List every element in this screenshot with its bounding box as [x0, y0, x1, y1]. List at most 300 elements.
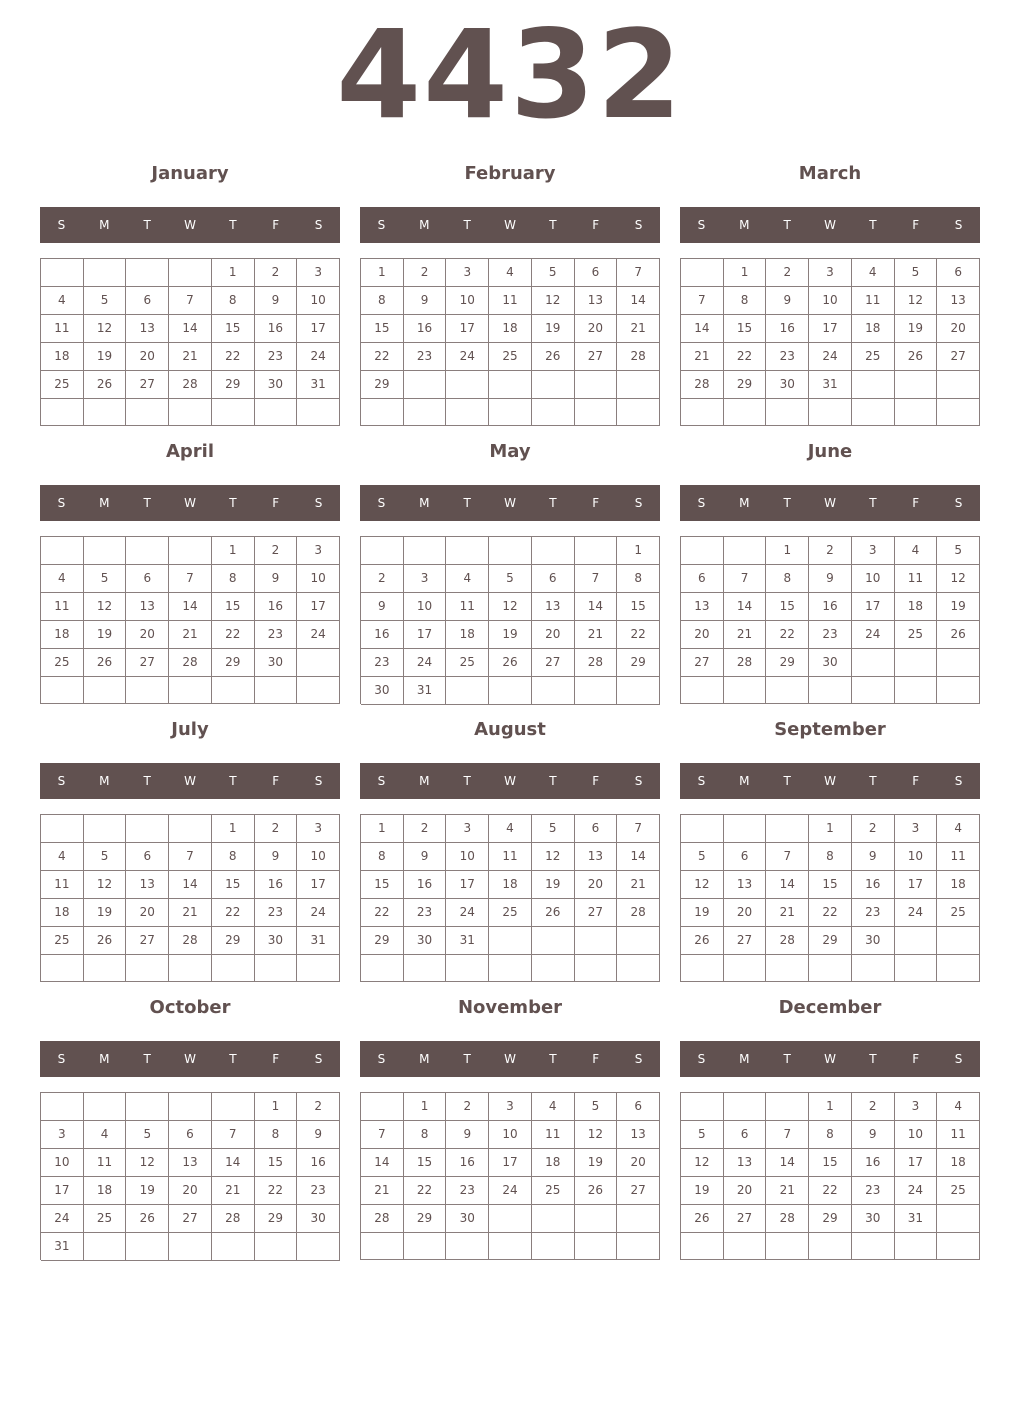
weekday-header	[360, 1041, 660, 1077]
empty-day-cell	[126, 1093, 169, 1121]
empty-day-cell	[361, 399, 404, 426]
day-cell: 30	[766, 371, 809, 399]
day-cell: 29	[617, 649, 660, 677]
day-cell: 19	[937, 593, 980, 621]
month-name: December	[778, 997, 882, 1018]
empty-day-cell	[126, 259, 169, 287]
day-cell: 20	[724, 899, 767, 927]
empty-day-cell	[617, 677, 660, 705]
weekday-label: T	[869, 1052, 877, 1066]
empty-day-cell	[724, 955, 767, 982]
day-cell: 20	[126, 343, 169, 371]
day-cell: 3	[446, 815, 489, 843]
empty-day-cell	[169, 259, 212, 287]
day-cell: 15	[404, 1149, 447, 1177]
day-cell: 17	[297, 315, 340, 343]
month-name: September	[774, 719, 886, 740]
day-cell: 16	[446, 1149, 489, 1177]
day-cell: 24	[297, 621, 340, 649]
day-cell: 17	[404, 621, 447, 649]
empty-day-cell	[404, 537, 447, 565]
day-cell: 18	[489, 315, 532, 343]
day-cell: 7	[169, 287, 212, 315]
empty-day-cell	[361, 1093, 404, 1121]
day-cell: 1	[361, 259, 404, 287]
day-cell: 27	[617, 1177, 660, 1205]
empty-day-cell	[532, 1233, 575, 1260]
empty-day-cell	[84, 259, 127, 287]
day-cell: 3	[852, 537, 895, 565]
empty-day-cell	[575, 955, 618, 982]
empty-day-cell	[169, 815, 212, 843]
weekday-label: T	[869, 496, 877, 510]
empty-day-cell	[84, 1233, 127, 1261]
empty-day-cell	[766, 399, 809, 426]
day-cell: 26	[84, 927, 127, 955]
day-cell: 25	[84, 1205, 127, 1233]
day-cell: 11	[489, 287, 532, 315]
day-grid	[680, 536, 980, 704]
weekday-label: S	[954, 774, 963, 788]
weekday-label: F	[592, 218, 600, 232]
weekday-label: S	[57, 774, 66, 788]
empty-day-cell	[212, 677, 255, 704]
day-cell: 20	[169, 1177, 212, 1205]
day-cell: 10	[297, 565, 340, 593]
day-cell: 19	[575, 1149, 618, 1177]
day-cell: 29	[809, 1205, 852, 1233]
day-cell: 6	[724, 843, 767, 871]
empty-day-cell	[255, 955, 298, 982]
day-cell: 26	[84, 649, 127, 677]
empty-day-cell	[126, 537, 169, 565]
empty-day-cell	[532, 371, 575, 399]
day-cell: 30	[297, 1205, 340, 1233]
day-cell: 9	[404, 843, 447, 871]
day-cell: 2	[766, 259, 809, 287]
day-cell: 20	[575, 871, 618, 899]
empty-day-cell	[446, 537, 489, 565]
day-cell: 16	[255, 871, 298, 899]
day-cell: 27	[126, 371, 169, 399]
day-cell: 19	[532, 871, 575, 899]
day-cell: 25	[937, 899, 980, 927]
day-cell: 5	[895, 259, 938, 287]
weekday-label: M	[739, 774, 750, 788]
empty-day-cell	[297, 955, 340, 982]
weekday-label: T	[783, 496, 791, 510]
day-cell: 11	[489, 843, 532, 871]
empty-day-cell	[446, 399, 489, 426]
day-cell: 4	[937, 815, 980, 843]
day-cell: 25	[446, 649, 489, 677]
day-cell: 20	[617, 1149, 660, 1177]
day-cell: 20	[937, 315, 980, 343]
day-cell: 17	[446, 871, 489, 899]
month-name: April	[165, 441, 215, 462]
day-cell: 31	[446, 927, 489, 955]
day-cell: 1	[255, 1093, 298, 1121]
month-november	[360, 994, 660, 1262]
day-cell: 9	[852, 843, 895, 871]
empty-day-cell	[169, 1233, 212, 1261]
day-cell: 30	[404, 927, 447, 955]
day-cell: 22	[809, 899, 852, 927]
empty-day-cell	[852, 955, 895, 982]
day-grid	[40, 814, 340, 982]
weekday-label: T	[463, 1052, 471, 1066]
day-cell: 16	[297, 1149, 340, 1177]
weekday-label: T	[549, 774, 557, 788]
day-cell: 28	[724, 649, 767, 677]
day-cell: 8	[617, 565, 660, 593]
day-cell: 26	[84, 371, 127, 399]
day-cell: 29	[212, 371, 255, 399]
day-cell: 12	[681, 1149, 724, 1177]
day-cell: 13	[575, 287, 618, 315]
weekday-label: S	[697, 496, 706, 510]
day-cell: 11	[895, 565, 938, 593]
empty-day-cell	[937, 1205, 980, 1233]
empty-day-cell	[895, 371, 938, 399]
day-cell: 22	[617, 621, 660, 649]
day-cell: 17	[41, 1177, 84, 1205]
day-cell: 15	[617, 593, 660, 621]
day-cell: 29	[255, 1205, 298, 1233]
weekday-label: T	[783, 1052, 791, 1066]
weekday-header	[680, 485, 980, 521]
empty-day-cell	[681, 677, 724, 704]
day-cell: 16	[404, 871, 447, 899]
weekday-label: S	[634, 218, 643, 232]
empty-day-cell	[84, 1093, 127, 1121]
day-cell: 29	[212, 649, 255, 677]
day-cell: 4	[446, 565, 489, 593]
empty-day-cell	[766, 955, 809, 982]
day-cell: 7	[617, 259, 660, 287]
weekday-label: M	[419, 218, 430, 232]
day-cell: 9	[255, 843, 298, 871]
empty-day-cell	[937, 399, 980, 426]
day-cell: 3	[404, 565, 447, 593]
weekday-label: W	[824, 218, 836, 232]
day-cell: 19	[489, 621, 532, 649]
day-cell: 18	[852, 315, 895, 343]
weekday-label: S	[634, 496, 643, 510]
empty-day-cell	[126, 399, 169, 426]
day-cell: 8	[212, 565, 255, 593]
day-cell: 10	[297, 843, 340, 871]
day-cell: 31	[297, 927, 340, 955]
weekday-label: S	[377, 218, 386, 232]
day-cell: 1	[809, 815, 852, 843]
day-cell: 21	[617, 315, 660, 343]
day-cell: 19	[681, 899, 724, 927]
day-cell: 26	[575, 1177, 618, 1205]
empty-day-cell	[937, 649, 980, 677]
day-cell: 28	[169, 371, 212, 399]
day-cell: 24	[297, 343, 340, 371]
day-cell: 12	[126, 1149, 169, 1177]
empty-day-cell	[724, 677, 767, 704]
day-cell: 31	[895, 1205, 938, 1233]
day-cell: 28	[617, 899, 660, 927]
day-cell: 9	[766, 287, 809, 315]
day-cell: 7	[724, 565, 767, 593]
day-cell: 10	[895, 843, 938, 871]
empty-day-cell	[724, 1233, 767, 1260]
empty-day-cell	[681, 815, 724, 843]
day-cell: 14	[169, 871, 212, 899]
empty-day-cell	[852, 399, 895, 426]
empty-day-cell	[212, 399, 255, 426]
day-cell: 9	[809, 565, 852, 593]
day-cell: 25	[532, 1177, 575, 1205]
day-cell: 12	[575, 1121, 618, 1149]
day-cell: 20	[126, 899, 169, 927]
weekday-label: M	[739, 218, 750, 232]
day-cell: 31	[41, 1233, 84, 1261]
month-june	[680, 438, 980, 706]
empty-day-cell	[617, 1233, 660, 1260]
empty-day-cell	[84, 677, 127, 704]
empty-day-cell	[532, 927, 575, 955]
day-cell: 27	[575, 343, 618, 371]
day-cell: 30	[809, 649, 852, 677]
day-cell: 21	[169, 621, 212, 649]
day-cell: 22	[212, 621, 255, 649]
day-cell: 13	[126, 871, 169, 899]
day-cell: 5	[489, 565, 532, 593]
day-cell: 1	[361, 815, 404, 843]
day-cell: 1	[724, 259, 767, 287]
day-cell: 6	[126, 843, 169, 871]
day-cell: 8	[809, 843, 852, 871]
empty-day-cell	[41, 955, 84, 982]
day-cell: 9	[446, 1121, 489, 1149]
day-cell: 25	[937, 1177, 980, 1205]
day-cell: 23	[404, 899, 447, 927]
day-cell: 24	[852, 621, 895, 649]
empty-day-cell	[212, 955, 255, 982]
day-cell: 31	[809, 371, 852, 399]
day-cell: 30	[255, 927, 298, 955]
day-cell: 23	[852, 899, 895, 927]
weekday-label: T	[229, 496, 237, 510]
weekday-label: M	[419, 1052, 430, 1066]
day-cell: 23	[766, 343, 809, 371]
month-name: June	[807, 441, 853, 462]
weekday-label: W	[184, 218, 196, 232]
day-cell: 17	[852, 593, 895, 621]
day-cell: 27	[126, 927, 169, 955]
weekday-label: S	[697, 218, 706, 232]
day-cell: 2	[809, 537, 852, 565]
day-cell: 21	[575, 621, 618, 649]
day-cell: 30	[446, 1205, 489, 1233]
day-cell: 5	[681, 1121, 724, 1149]
day-cell: 15	[809, 1149, 852, 1177]
day-cell: 27	[724, 927, 767, 955]
empty-day-cell	[809, 1233, 852, 1260]
day-cell: 26	[937, 621, 980, 649]
day-cell: 20	[681, 621, 724, 649]
day-cell: 10	[297, 287, 340, 315]
day-cell: 4	[489, 815, 532, 843]
empty-day-cell	[41, 399, 84, 426]
empty-day-cell	[255, 1233, 298, 1261]
day-cell: 7	[766, 1121, 809, 1149]
day-cell: 11	[41, 871, 84, 899]
day-cell: 22	[361, 899, 404, 927]
day-cell: 17	[809, 315, 852, 343]
empty-day-cell	[681, 1093, 724, 1121]
empty-day-cell	[446, 371, 489, 399]
weekday-label: S	[57, 218, 66, 232]
day-cell: 29	[361, 371, 404, 399]
day-cell: 4	[41, 287, 84, 315]
day-cell: 13	[724, 871, 767, 899]
day-cell: 17	[489, 1149, 532, 1177]
empty-day-cell	[532, 1205, 575, 1233]
day-cell: 14	[617, 843, 660, 871]
month-september	[680, 716, 980, 984]
empty-day-cell	[489, 927, 532, 955]
day-cell: 27	[532, 649, 575, 677]
empty-day-cell	[169, 1093, 212, 1121]
empty-day-cell	[575, 371, 618, 399]
day-cell: 1	[809, 1093, 852, 1121]
day-cell: 18	[41, 621, 84, 649]
day-cell: 1	[766, 537, 809, 565]
day-cell: 22	[212, 343, 255, 371]
empty-day-cell	[852, 371, 895, 399]
day-cell: 8	[724, 287, 767, 315]
empty-day-cell	[84, 537, 127, 565]
day-grid	[40, 1092, 340, 1260]
weekday-label: S	[377, 1052, 386, 1066]
day-cell: 25	[41, 371, 84, 399]
empty-day-cell	[575, 677, 618, 705]
empty-day-cell	[41, 1093, 84, 1121]
empty-day-cell	[212, 1233, 255, 1261]
day-cell: 16	[852, 1149, 895, 1177]
day-cell: 24	[446, 343, 489, 371]
day-cell: 21	[681, 343, 724, 371]
day-cell: 24	[446, 899, 489, 927]
day-cell: 3	[895, 815, 938, 843]
day-cell: 6	[617, 1093, 660, 1121]
day-cell: 29	[809, 927, 852, 955]
empty-day-cell	[297, 1233, 340, 1261]
day-cell: 27	[169, 1205, 212, 1233]
empty-day-cell	[41, 537, 84, 565]
day-cell: 4	[41, 565, 84, 593]
day-cell: 19	[84, 343, 127, 371]
empty-day-cell	[84, 399, 127, 426]
day-cell: 20	[724, 1177, 767, 1205]
empty-day-cell	[41, 815, 84, 843]
weekday-label: F	[592, 496, 600, 510]
weekday-label: W	[504, 774, 516, 788]
day-cell: 25	[41, 649, 84, 677]
month-december	[680, 994, 980, 1262]
empty-day-cell	[617, 927, 660, 955]
day-cell: 1	[212, 815, 255, 843]
empty-day-cell	[532, 399, 575, 426]
day-cell: 24	[895, 1177, 938, 1205]
day-cell: 15	[212, 871, 255, 899]
weekday-label: F	[272, 496, 280, 510]
day-cell: 10	[489, 1121, 532, 1149]
empty-day-cell	[361, 1233, 404, 1260]
day-cell: 18	[937, 1149, 980, 1177]
day-cell: 8	[404, 1121, 447, 1149]
empty-day-cell	[489, 371, 532, 399]
weekday-label: F	[912, 218, 920, 232]
day-cell: 5	[532, 815, 575, 843]
weekday-label: M	[419, 774, 430, 788]
empty-day-cell	[809, 399, 852, 426]
empty-day-cell	[809, 677, 852, 704]
day-cell: 5	[532, 259, 575, 287]
weekday-label: T	[143, 218, 151, 232]
empty-day-cell	[852, 1233, 895, 1260]
weekday-label: F	[592, 1052, 600, 1066]
weekday-label: W	[824, 1052, 836, 1066]
day-cell: 19	[895, 315, 938, 343]
empty-day-cell	[766, 1093, 809, 1121]
day-cell: 26	[681, 1205, 724, 1233]
weekday-header	[360, 207, 660, 243]
day-cell: 17	[297, 871, 340, 899]
empty-day-cell	[169, 955, 212, 982]
day-cell: 26	[489, 649, 532, 677]
day-cell: 21	[212, 1177, 255, 1205]
day-cell: 15	[361, 871, 404, 899]
empty-day-cell	[724, 815, 767, 843]
day-cell: 13	[937, 287, 980, 315]
day-cell: 26	[532, 343, 575, 371]
day-cell: 12	[84, 593, 127, 621]
empty-day-cell	[489, 677, 532, 705]
day-cell: 9	[297, 1121, 340, 1149]
day-cell: 17	[297, 593, 340, 621]
weekday-label: S	[634, 1052, 643, 1066]
day-cell: 24	[895, 899, 938, 927]
day-cell: 1	[212, 259, 255, 287]
day-cell: 17	[895, 1149, 938, 1177]
empty-day-cell	[404, 1233, 447, 1260]
day-cell: 14	[766, 871, 809, 899]
day-cell: 10	[446, 843, 489, 871]
weekday-label: F	[912, 496, 920, 510]
day-cell: 21	[361, 1177, 404, 1205]
weekday-label: W	[504, 496, 516, 510]
month-april	[40, 438, 340, 706]
day-cell: 19	[681, 1177, 724, 1205]
day-cell: 19	[84, 621, 127, 649]
day-cell: 3	[297, 537, 340, 565]
day-cell: 11	[532, 1121, 575, 1149]
day-cell: 16	[852, 871, 895, 899]
day-cell: 5	[681, 843, 724, 871]
day-cell: 22	[361, 343, 404, 371]
weekday-label: M	[739, 1052, 750, 1066]
day-cell: 2	[361, 565, 404, 593]
day-cell: 16	[255, 315, 298, 343]
empty-day-cell	[212, 1093, 255, 1121]
